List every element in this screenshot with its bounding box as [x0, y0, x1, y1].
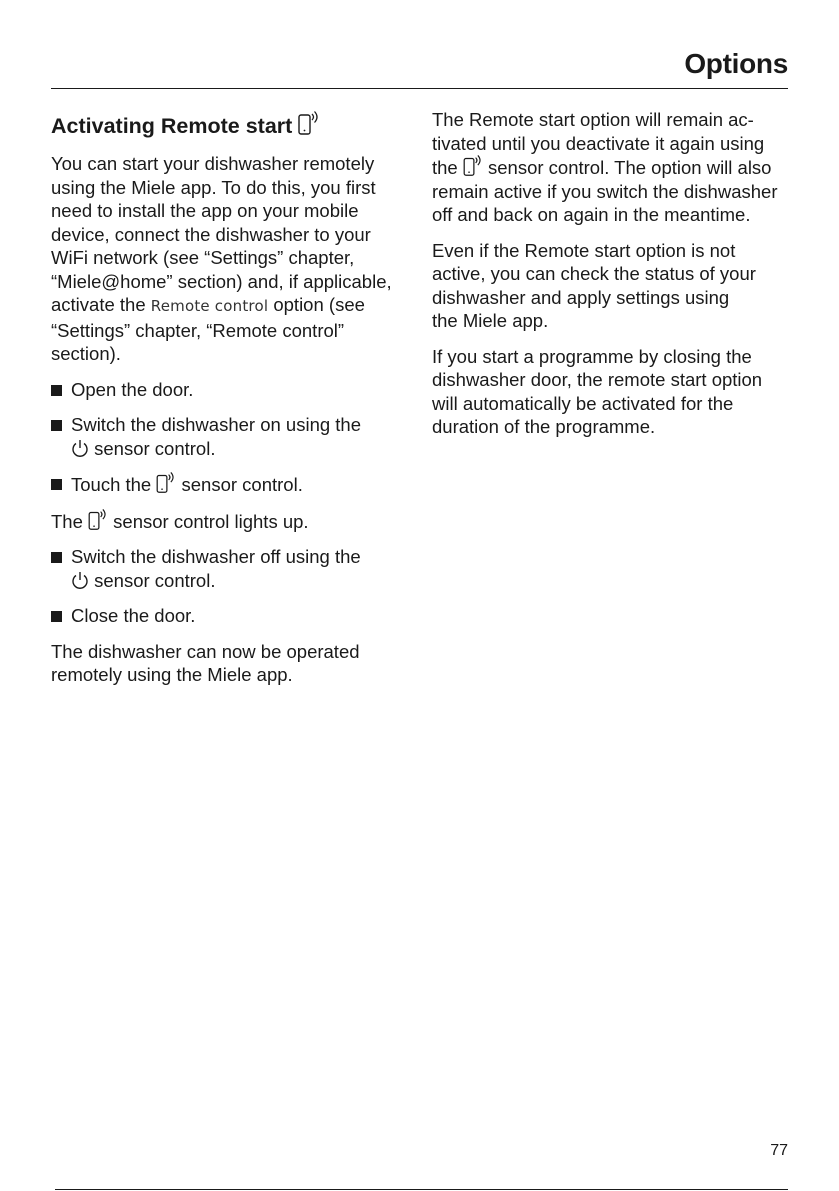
step-text: Close the door. — [71, 605, 196, 626]
remote-control-term: Remote control — [150, 297, 269, 315]
intro-text-after: option (see “Settings” chapter, “Remote control” section). — [51, 294, 365, 364]
instruction-step — [51, 413, 411, 460]
section-heading-text: Activating Remote start — [51, 114, 293, 138]
result-paragraph — [51, 509, 411, 534]
instruction-step — [51, 604, 411, 628]
info-paragraph — [432, 108, 790, 227]
info-text-after: sensor control. The option will also remain active if you switch the dishwasher off and back on again in the meantime. — [432, 157, 778, 225]
step-text-before: Switch the dishwasher on using the — [71, 414, 362, 435]
remote-start-icon — [298, 111, 320, 136]
conclusion-paragraph: The dishwasher can now be operated remotely using the Miele app. — [51, 640, 360, 685]
info-paragraph: If you start a programme by closing the dishwasher door, the remote start option will automatically be activated for the duration of the programme. — [432, 345, 763, 437]
remote-start-icon — [156, 472, 176, 494]
info-paragraph: Even if the Remote start option is not active, you can check the status of your dishwasher and apply settings using the Miele app. — [432, 239, 756, 331]
step-text: Open the door. — [71, 378, 194, 400]
bullet-square-icon — [51, 611, 62, 622]
header-divider — [51, 88, 788, 89]
bullet-square-icon — [51, 479, 62, 490]
result-text-before: The — [51, 510, 83, 532]
step-text-before: Touch the — [71, 474, 152, 495]
bullet-square-icon — [51, 385, 62, 396]
info-text-before: The Remote start option will remain activated until you deactivate it again using the — [432, 109, 765, 178]
step-text-after: sensor control. — [94, 569, 216, 591]
step-text-after: sensor control. — [181, 474, 303, 495]
instruction-step — [51, 472, 411, 497]
step-text-after: sensor control. — [94, 437, 216, 459]
section-heading — [51, 111, 411, 139]
bullet-square-icon — [51, 552, 62, 563]
instruction-step — [51, 545, 411, 592]
instruction-step — [51, 378, 411, 402]
intro-paragraph — [51, 152, 411, 366]
left-column — [51, 108, 411, 699]
bullet-square-icon — [51, 420, 62, 431]
remote-start-icon — [88, 509, 108, 531]
power-icon — [71, 439, 89, 458]
power-icon — [71, 571, 89, 590]
result-text-after: sensor control lights up. — [113, 510, 309, 532]
right-column — [432, 108, 790, 451]
step-text-before: Switch the dishwasher off using the — [71, 546, 361, 567]
page-title: Options — [684, 48, 788, 79]
intro-text-before: You can start your dishwasher remotely using the Miele app. To do this, you first need to install the app on your mobile device, connect the dishwasher to your WiFi network (see “Settings” chapter, “Miele@home” section) and, if applicable, activate the — [51, 153, 392, 315]
remote-start-icon — [463, 155, 483, 177]
footer-divider — [55, 1189, 788, 1190]
page-number: 77 — [770, 1142, 788, 1159]
